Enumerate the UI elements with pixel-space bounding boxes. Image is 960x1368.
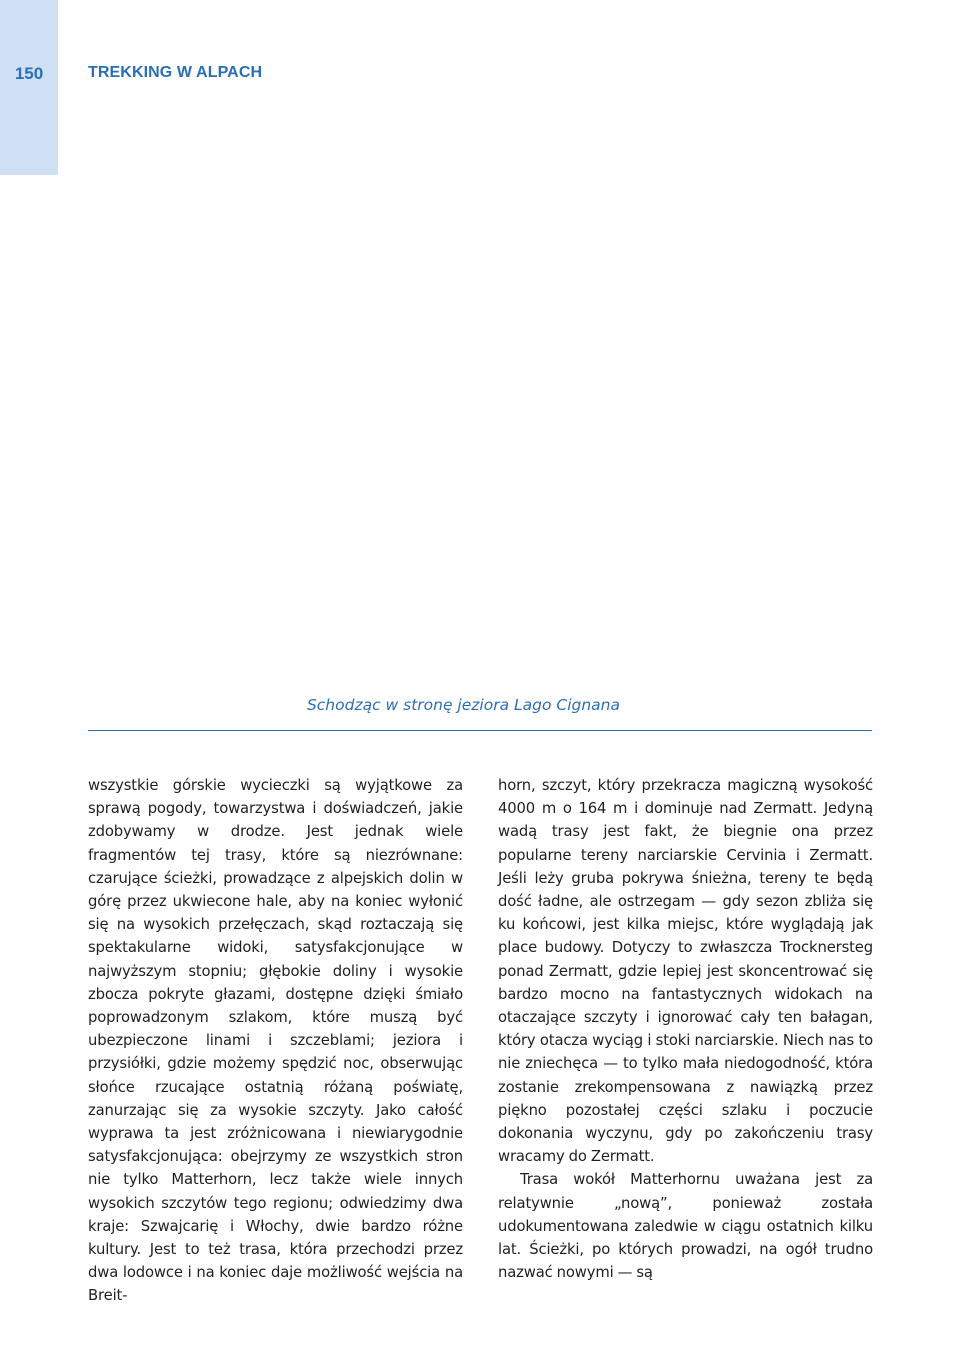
- body-column-left: [88, 774, 463, 1308]
- photo-caption: Schodząc w stronę jeziora Lago Cignana: [306, 696, 620, 714]
- body-paragraph: horn, szczyt, który przekracza magiczną wysokość 4000 m o 164 m i dominuje nad Zermatt. Jedyną wadą trasy jest fakt, że biegnie ona przez popularne tereny narciarskie Cervinia i Zermatt. Jeśli leży gruba pokrywa śnieżna, tereny te będą dość ładne, ale ostrzegam — gdy sezon zbliża się ku końcowi, jest kilka miejsc, które wyglądają jak place budowy. Dotyczy to zwłaszcza Trocknersteg ponad Zermatt, gdzie lepiej jest skoncentrować się bardzo mocno na fantastycznych widokach na otaczające szczyty i ignorować cały ten bałagan, który otacza wyciąg i stoki narciarskie. Niech nas to nie zniechęca — to tylko mała niedogodność, która zostanie zrekompensowana z nawiązką przez piękno pozostałej części szlaku i poczucie dokonania wyczynu, gdy po zakończeniu trasy wracamy do Zermatt.: [498, 777, 873, 1166]
- page-number: 150: [14, 64, 44, 83]
- running-title: TREKKING W ALPACH: [88, 64, 263, 81]
- caption-divider: [88, 730, 872, 731]
- body-paragraph: Trasa wokół Matterhornu uważana jest za relatywnie „nową”, ponieważ została udokumentowana zaledwie w ciągu ostatnich kilku lat. Ścieżki, po których prowadzi, na ogół trudno nazwać nowymi — są: [498, 1171, 873, 1282]
- page-number-tab: [0, 0, 58, 175]
- body-paragraph: wszystkie górskie wycieczki są wyjątkowe za sprawą pogody, towarzystwa i doświadczeń, jakie zdobywamy w drodze. Jest jednak wiele fragmentów tej trasy, które są niezrównane: czarujące ścieżki, prowadzące z alpejskich dolin w górę przez ukwiecone hale, aby na koniec wyłonić się na wysokich przełęczach, skąd roztaczają się spektakularne widoki, satysfakcjonujące w najwyższym stopniu; głębokie doliny i wysokie zbocza pokryte głazami, dostępne dzięki śmiało poprowadzonym szlakom, które muszą być ubezpieczone linami i szczeblami; jeziora i przysiółki, gdzie możemy spędzić noc, obserwując słońce rzucające ostatnią różaną poświatę, zanurzając się za wysokie szczyty. Jako całość wyprawa ta jest zróżnicowana i niewiarygodnie satysfakcjonująca: obejrzymy ze wszystkich stron nie tylko Matterhorn, lecz także wiele innych wysokich szczytów tego regionu; odwiedzimy dwa kraje: Szwajcarię i Włochy, dwie bardzo różne kultury. Jest to też trasa, która przechodzi przez dwa lodowce i na koniec daje możliwość wejścia na Breit-: [88, 777, 463, 1305]
- body-column-right: [498, 774, 873, 1284]
